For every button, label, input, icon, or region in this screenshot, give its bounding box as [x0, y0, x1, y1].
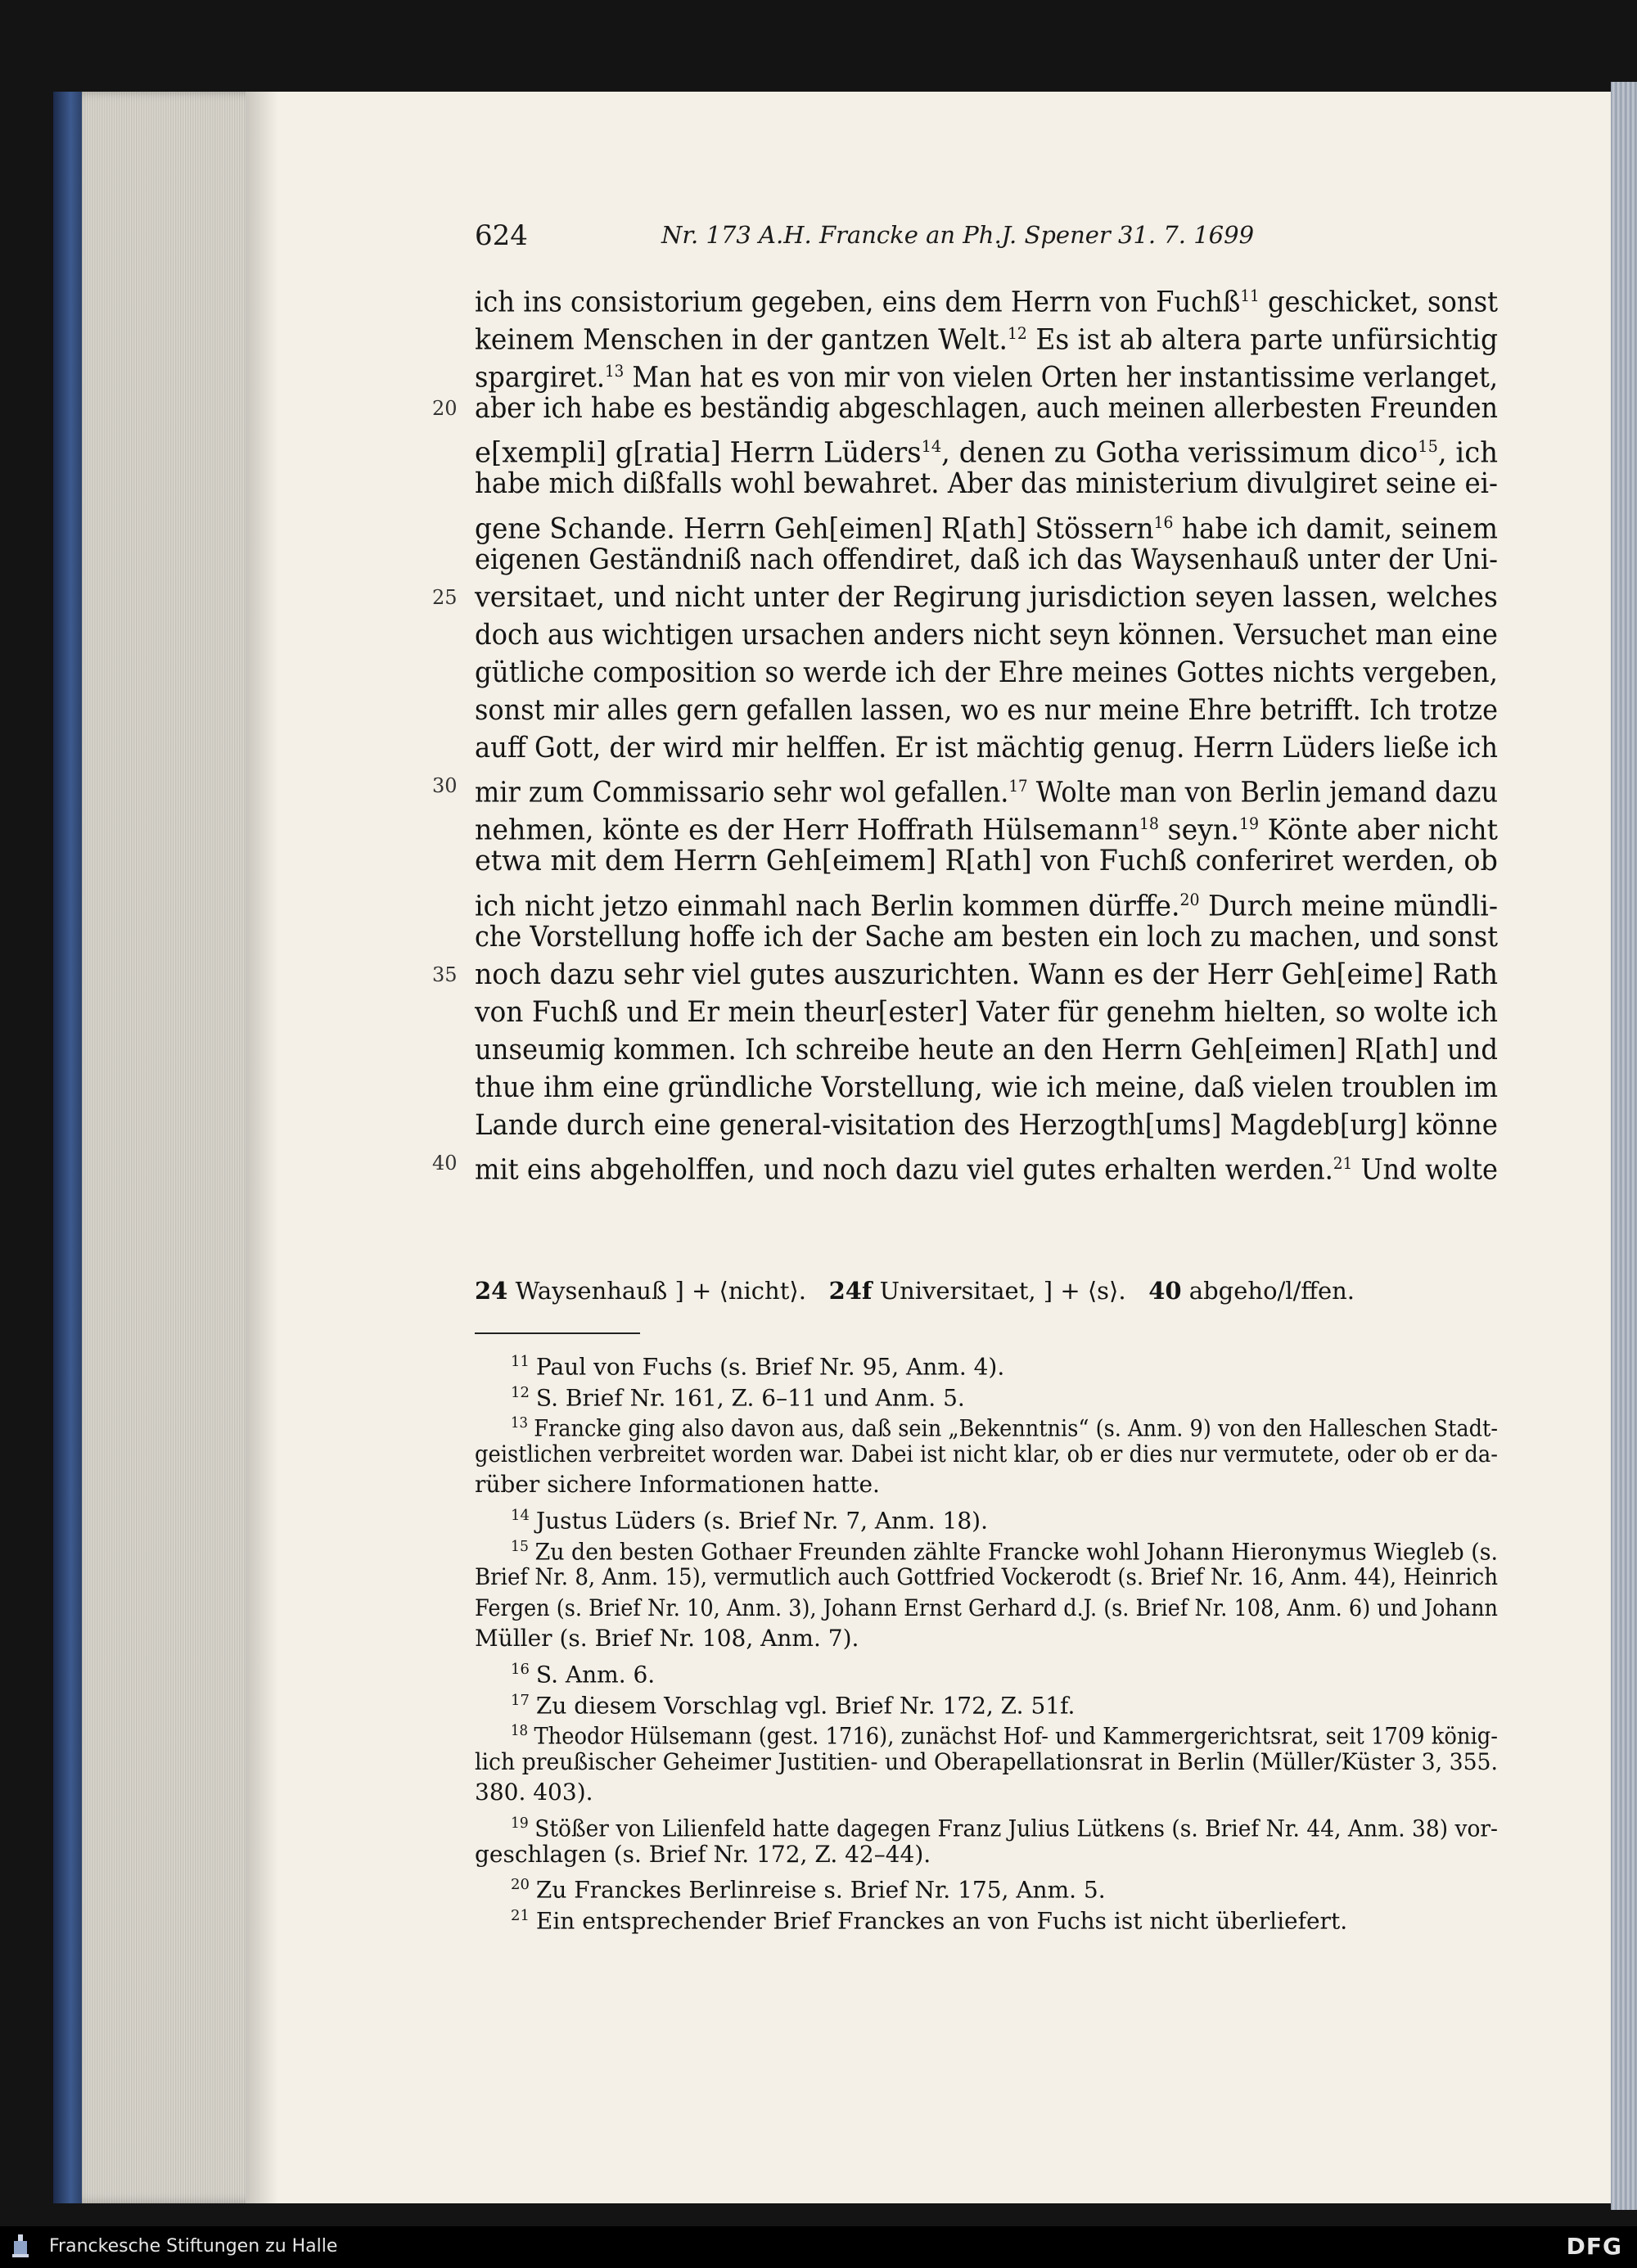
line-text: Lande durch eine general-visitation des Herzogth[ums] Magdeb[urg] könne: [475, 1109, 1498, 1143]
footnote-line: [511, 1901, 1347, 1937]
footnote-line: [475, 1439, 1498, 1470]
footnote-number: 14: [511, 1506, 530, 1524]
footnote-ref: 15: [1418, 436, 1438, 457]
footnote-text: lich preußischer Geheimer Justitien- und Oberapellationsrat in Berlin (Müller/Küster 3, 355.: [475, 1747, 1498, 1775]
footnote-text: Brief Nr. 8, Anm. 15), vermutlich auch Gottfried Vockerodt (s. Brief Nr. 16, Anm. 44), Heinrich: [475, 1563, 1498, 1591]
line-content: [475, 956, 1498, 994]
line-text: ich ins consistorium gegeben, eins dem Herrn von Fuchß: [475, 286, 1241, 319]
line-number: 35: [432, 963, 458, 986]
gutter-shadow: [246, 92, 278, 2203]
footnote-text: Stößer von Lilienfeld hatte dagegen Franz Julius Lütkens (s. Brief Nr. 44, Anm. 38) vor-: [534, 1815, 1498, 1842]
institution-name: Franckesche Stiftungen zu Halle: [49, 2236, 338, 2257]
right-page-edges: [1611, 82, 1637, 2210]
line-number: 20: [432, 397, 458, 421]
text-line: [432, 390, 1498, 427]
text-line: [475, 729, 1498, 767]
text-line: [475, 503, 1498, 546]
text-line: [475, 465, 1498, 503]
footnote-ref: 17: [1008, 776, 1028, 796]
footnote-text: S. Brief Nr. 161, Z. 6–11 und Anm. 5.: [535, 1383, 965, 1411]
footnote-ref: 13: [604, 361, 625, 381]
footnote-text: Ein entsprechender Brief Franckes an von Fuchs ist nicht überliefert.: [535, 1907, 1348, 1935]
apparatus-entry: abgeho/l/ffen.: [1181, 1277, 1355, 1305]
line-text: che Vorstellung hoffe ich der Sache am besten ein loch zu machen, und sonst: [475, 920, 1498, 954]
page-header: [475, 219, 1269, 255]
text-line: [475, 1069, 1498, 1107]
footnote-text: geistlichen verbreitet worden war. Dabei ist nicht klar, ob er dies nur vermutete, oder ob er da-: [475, 1440, 1498, 1468]
line-content: [475, 390, 1498, 427]
critical-apparatus: [475, 1277, 1355, 1305]
apparatus-entry: Universitaet, ] + ⟨s⟩.: [872, 1277, 1149, 1305]
line-content: [475, 692, 1498, 729]
line-content: [475, 541, 1498, 579]
footnote-text: Zu diesem Vorschlag vgl. Brief Nr. 172, Z. 51f.: [535, 1691, 1076, 1719]
footnote-rule: [475, 1332, 640, 1334]
footnote: [475, 1408, 1498, 1442]
footnote-number: 16: [511, 1660, 530, 1678]
text-line: [475, 842, 1498, 880]
line-text: spargiret.: [475, 361, 605, 395]
line-text: habe mich dißfalls wohl bewahret. Aber das ministerium divulgiret seine ei-: [475, 467, 1498, 501]
line-text: mir zum Commissario sehr wol gefallen.: [475, 776, 1009, 809]
footnote-continuation: [475, 1623, 1498, 1654]
footnote-ref: 12: [1007, 323, 1027, 344]
text-line: [432, 1144, 1498, 1187]
line-text: Man hat es von mir von vielen Orten her instantissime verlanget,: [624, 361, 1498, 395]
footnote-ref: 21: [1333, 1153, 1353, 1174]
line-number: 25: [432, 585, 458, 609]
footnote: [475, 1346, 1498, 1381]
book-spine: [53, 92, 83, 2203]
line-content: [475, 654, 1498, 692]
line-text: seyn.: [1159, 814, 1239, 847]
footnotes: [475, 1346, 1498, 1935]
text-line: [475, 427, 1498, 471]
apparatus-line-ref: 24f: [828, 1277, 873, 1305]
text-line: [475, 994, 1498, 1031]
text-line: [475, 1031, 1498, 1069]
line-text: Wolte man von Berlin jemand dazu: [1027, 776, 1498, 809]
footnote: [475, 1869, 1498, 1904]
footnote-text: Justus Lüders (s. Brief Nr. 7, Anm. 18).: [535, 1507, 988, 1535]
footnote-text: geschlagen (s. Brief Nr. 172, Z. 42–44).: [475, 1840, 931, 1868]
footnote-number: 15: [511, 1537, 529, 1555]
footnote: [475, 1808, 1498, 1842]
line-text: aber ich habe es beständig abgeschlagen, auch meinen allerbesten Freunden: [475, 392, 1498, 426]
footnote-number: 13: [511, 1414, 528, 1432]
institution-logo-icon: [11, 2233, 29, 2259]
text-line: [475, 1107, 1498, 1144]
footnote-number: 12: [511, 1383, 530, 1401]
line-content: [475, 465, 1498, 503]
footnote-text: Francke ging also davon aus, daß sein „Bekenntnis“ (s. Anm. 9) von den Halleschen Stadt-: [534, 1414, 1498, 1442]
text-line: [475, 692, 1498, 729]
footnote: [475, 1654, 1498, 1689]
footnote-line: [475, 1469, 880, 1500]
footnote-ref: 11: [1240, 286, 1260, 305]
text-line: [475, 654, 1498, 692]
line-text: e[xempli] g[ratia] Herrn Lüders: [475, 437, 922, 471]
footnote-text: Zu den besten Gothaer Freunden zählte Francke wohl Johann Hieronymus Wiegleb (s.: [534, 1537, 1498, 1565]
line-text: , ich: [1437, 437, 1498, 471]
footnote-line: [475, 1777, 593, 1808]
line-content: [475, 1069, 1498, 1107]
line-text: eigenen Geständniß nach offendiret, daß ich das Waysenhauß unter der Uni-: [475, 543, 1498, 576]
apparatus-line-ref: 24: [475, 1277, 508, 1305]
line-text: auff Gott, der wird mir helffen. Er ist mächtig genug. Herrn Lüders ließe ich: [475, 732, 1498, 765]
footnote-number: 11: [511, 1353, 530, 1370]
line-number: 40: [432, 1152, 458, 1175]
line-text: etwa mit dem Herrn Geh[eimem] R[ath] von Fuchß conferiret werden, ob: [475, 845, 1498, 878]
apparatus-line-ref: 40: [1148, 1277, 1182, 1305]
line-text: sonst mir alles gern gefallen lassen, wo es nur meine Ehre betrifft. Ich trotze: [475, 694, 1498, 728]
line-text: , denen zu Gotha verissimum dico: [941, 437, 1418, 471]
text-line: [432, 956, 1498, 994]
line-text: Könte aber nicht: [1259, 814, 1498, 847]
footnote-text: Müller (s. Brief Nr. 108, Anm. 7).: [475, 1625, 859, 1653]
footnote-continuation: [475, 1439, 1498, 1470]
footnote: [475, 1685, 1498, 1719]
line-text: gene Schande. Herrn Geh[eimen] R[ath] Stössern: [475, 512, 1154, 546]
footnote-line: [475, 1623, 859, 1654]
line-text: thue ihm eine gründliche Vorstellung, wie ich meine, daß vielen troublen im: [475, 1071, 1498, 1104]
line-content: [475, 994, 1498, 1031]
footnote-ref: 14: [921, 436, 942, 457]
footnote-text: Paul von Fuchs (s. Brief Nr. 95, Anm. 4).: [535, 1353, 1005, 1381]
text-line: [475, 277, 1498, 319]
line-number: 30: [432, 774, 458, 798]
text-line: [475, 352, 1498, 395]
footnote-text: Theodor Hülsemann (gest. 1716), zunächst Hof- und Kammergerichtsrat, seit 1709 könig-: [534, 1722, 1498, 1750]
footnote-number: 17: [511, 1691, 530, 1709]
line-text: gütliche composition so werde ich der Ehre meines Gottes nichts vergeben,: [475, 656, 1498, 689]
footnote: [475, 1716, 1498, 1750]
footnote-continuation: [475, 1777, 1498, 1808]
text-line: [475, 314, 1498, 357]
line-text: geschicket, sonst: [1259, 286, 1498, 319]
page-block-edges: [82, 92, 270, 2203]
footnote-number: 21: [511, 1906, 530, 1924]
footnote-line: [475, 1747, 1498, 1778]
text-line: [475, 918, 1498, 956]
footnote: [475, 1901, 1498, 1935]
line-text: keinem Menschen in der gantzen Welt.: [475, 323, 1008, 357]
line-content: [475, 579, 1498, 616]
text-line: [475, 805, 1498, 847]
dfg-logo: DFG: [1566, 2233, 1622, 2260]
line-text: ich nicht jetzo einmahl nach Berlin kommen dürffe.: [475, 890, 1180, 923]
footnote-text: rüber sichere Informationen hatte.: [475, 1471, 880, 1499]
page-number: 624: [475, 219, 528, 252]
viewer-footer-bar: [0, 2226, 1637, 2268]
footnote-continuation: [475, 1562, 1498, 1593]
footnote-continuation: [475, 1747, 1498, 1778]
footnote-ref: 19: [1238, 814, 1260, 834]
line-text: von Fuchß und Er mein theur[ester] Vater für genehm hielten, so wolte ich: [475, 995, 1498, 1029]
footnote-line: [475, 1562, 1498, 1593]
line-content: [475, 1107, 1498, 1144]
line-content: [475, 616, 1498, 654]
letter-text: [432, 277, 1498, 1187]
footnote-continuation: [475, 1469, 1498, 1500]
line-content: [475, 1031, 1498, 1069]
line-text: habe ich damit, seinem: [1173, 512, 1498, 546]
line-text: nehmen, könte es der Herr Hoffrath Hülsemann: [475, 814, 1139, 847]
line-text: versitaet, und nicht unter der Regirung jurisdiction seyen lassen, welches: [475, 580, 1498, 614]
footnote-ref: 20: [1179, 889, 1200, 909]
footnote-number: 18: [511, 1722, 529, 1740]
text-line: [475, 616, 1498, 654]
line-text: unseumig kommen. Ich schreibe heute an den Herrn Geh[eimen] R[ath] und: [475, 1033, 1498, 1066]
apparatus-entry: Waysenhauß ] + ⟨nicht⟩.: [507, 1277, 829, 1305]
text-line: [432, 579, 1498, 616]
text-line: [432, 767, 1498, 809]
line-text: Durch meine mündli-: [1199, 890, 1498, 923]
footnote-number: 19: [511, 1814, 529, 1832]
footnote-text: Fergen (s. Brief Nr. 10, Anm. 3), Johann Ernst Gerhard d.J. (s. Brief Nr. 108, Anm. 6) und Johann: [475, 1594, 1498, 1621]
footnote-line: [511, 1808, 1498, 1844]
footnote-number: 20: [511, 1876, 530, 1894]
line-text: mit eins abgeholffen, und noch dazu viel gutes erhalten werden.: [475, 1153, 1333, 1187]
text-line: [475, 541, 1498, 579]
footnote-text: S. Anm. 6.: [535, 1661, 656, 1689]
line-content: [475, 1144, 1498, 1189]
footnote: [475, 1531, 1498, 1565]
line-content: [475, 729, 1498, 767]
footnote-text: Zu Franckes Berlinreise s. Brief Nr. 175, Anm. 5.: [535, 1876, 1106, 1904]
line-content: [475, 918, 1498, 956]
line-content: [475, 842, 1498, 880]
line-text: doch aus wichtigen ursachen anders nicht seyn können. Versuchet man eine: [475, 618, 1498, 652]
running-title: Nr. 173 A.H. Francke an Ph.J. Spener 31. 7. 1699: [661, 221, 1255, 249]
footnote-ref: 16: [1153, 512, 1174, 532]
footnote-ref: 18: [1139, 814, 1160, 834]
text-line: [475, 881, 1498, 923]
line-text: Es ist ab altera parte unfürsichtig: [1026, 323, 1498, 357]
footnote-continuation: [475, 1593, 1498, 1624]
line-text: noch dazu sehr viel gutes auszurichten. Wann es der Herr Geh[eime] Rath: [475, 958, 1498, 991]
footnote: [475, 1500, 1498, 1535]
footnote-line: [475, 1593, 1498, 1624]
line-text: Und wolte: [1352, 1153, 1498, 1187]
footnote-text: 380. 403).: [475, 1779, 593, 1806]
